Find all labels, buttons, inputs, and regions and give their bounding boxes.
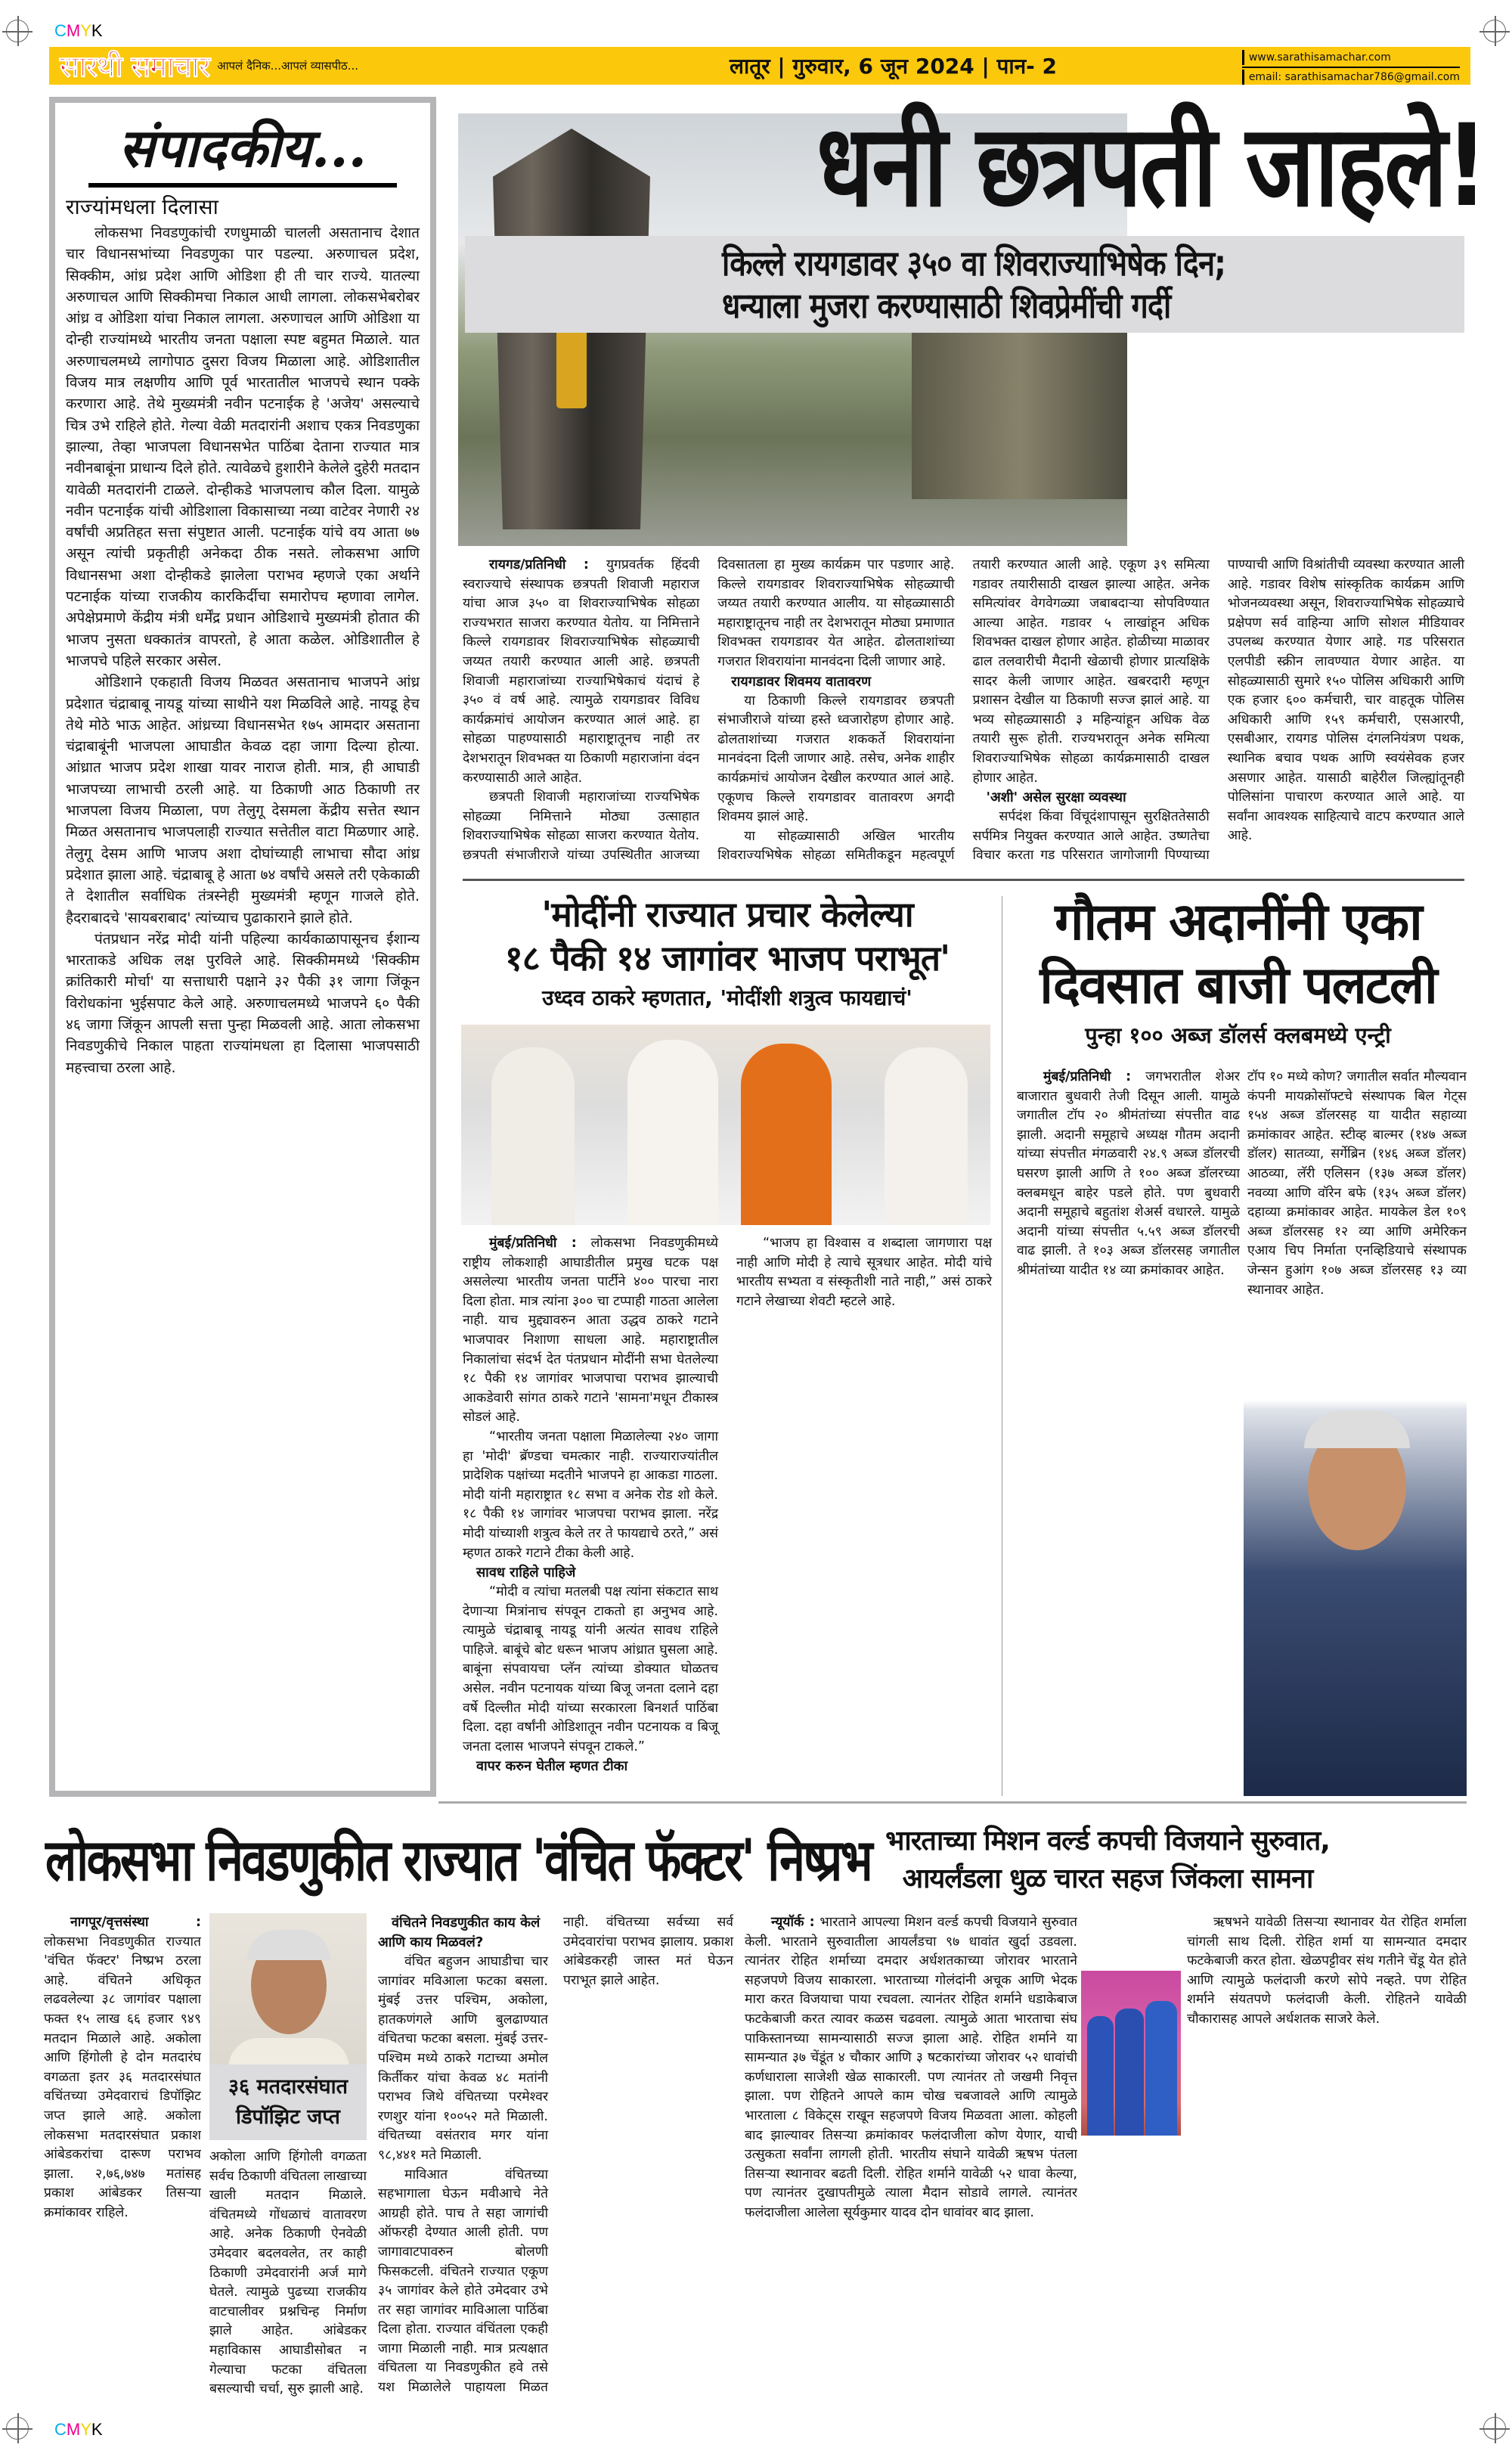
person-icon xyxy=(627,1040,718,1225)
cmyk-m: M xyxy=(66,21,81,40)
lead-paragraph: छत्रपती शिवाजी महाराजांच्या राज्यभिषेक सोहळ्या निमित्ताने मोठ्या उत्साहात शिवराज्याभिषेक सोहळा साजरा करण्यात येतोय. छत्रपती संभाजीराजे यांच्या उपस्थितीत आजच्या दिवसातला हा मुख्य कार्यक्रम पार पडणार आहे. किल्ले रायगडावर शिवराज्याभिषेक सोहळ्याची जय्यत तयारी करण्यात आलीय. या सोहळ्यासाठी महाराष्ट्रातूनच नाही तर देशभरातून मोठ्या प्रमाणात शिवभक्त रायगडावर येत आहेत. ढोलताशांच्या गजरात शिवरायांना मानवंदना दिली जाणार आहे. xyxy=(463,557,955,863)
lead-body xyxy=(463,556,1464,873)
vanchit-paragraph: वंचित बहुजन आघाडीचा चार जागांवर मविआला फटका बसला. मुंबई उत्तर पश्चिम, अकोला, हातकणंगले आणि बुलढाण्यात वंचितचा फटका बसला. मुंबई उत्तर-पश्चिम मध्ये ठाकरे गटाच्या अमोल किर्तीकर यांचा केवळ ४८ मतांनी पराभव जिथे वंचितच्या परमेश्वर रणशुर यांना १००५२ मते मिळाली. वंचितच्या वसंतराव मगर यांना ९८,४४१ मते मिळाली. xyxy=(378,1954,548,2163)
cricket-paragraph: ऋषभने यावेळी तिसऱ्या स्थानावर येत रोहित शर्माला चांगली साथ दिली. रोहित शर्मा या सामन्यात दमदार फटकेबाजी करत होता. खेळपट्टीवर संथ गतीने चेंडू येत होते आणि त्यामुळे फलंदाजी करणे सोपे नव्हते. पण रोहित शर्माने संयतपणे फलंदाजी केली. रोहितने यावेळी चौकारासह आपले अर्धशतक साजरे केले. xyxy=(1187,1915,1467,2027)
player-icon xyxy=(1145,2001,1177,2136)
masthead xyxy=(49,47,1470,85)
vanchit-paragraph: लोकसभा निवडणुकीत राज्यात 'वंचित फॅक्टर' निष्प्रभ ठरला आहे. वंचितने अधिकृत लढवलेल्या ३८ जागांवर पक्षाला फक्त १५ लाख ६६ हजार ९४९ मतदान मिळाले आहे. अकोला आणि हिंगोली हे दोन मतदारंघ वगळता इतर ३६ मतदारसंघात वचिंतच्या उमेदवाराचं डिपॉझिट जप्त झाले आहे. अकोला लोकसभा मतदारसंघात प्रकाश आंबेडकरांचा दारूण पराभव झाला. २,७६,७४७ मतांसह प्रकाश आंबेडकर तिसऱ्या क्रमांकावर राहिले. xyxy=(44,1934,201,2220)
vanchit-dateline: नागपूर/वृत्तसंस्था : xyxy=(70,1915,201,1930)
adani-dateline: मुंबई/प्रतिनिधी : xyxy=(1043,1069,1132,1084)
indian-cricket-team-photo xyxy=(1081,1971,1181,2136)
lead-paragraph: सर्पदंश किंवा विंचूदंशापासून सुरक्षिततेसाठी सर्पमित्र नियुक्त करण्यात आले आहेत. उष्णतेचा विचार करता गड परिसरात जागोजागी पिण्याच्या पाण्याची आणि विश्रांतीची व्यवस्था करण्यात आली आहे. गडावर विशेष सांस्कृतिक कार्यक्रम आणि भोजनव्यवस्था असून, शिवराज्याभिषेक सोहळ्याचे प्रक्षेपण सर्व वाहिन्या आणि सोशल मीडियावर उपलब्ध करण्यात येणार आहे. गड परिसरात एलपीडी स्क्रीन लावण्यात येणार आहेत. या सोहळ्यासाठी सुमारे १५० पोलिस अधिकारी आणि एक हजार ६०० कर्मचारी, चार वाहतूक पोलिस अधिकारी आणि १५९ कर्मचारी, एसआरपी, एसबीआर, रायगड पोलिस दंगलनियंत्रण पथक, स्थानिक बचाव पथक आणि स्वयंसेवक हजर असणार आहेत. यासाठी बाहेरील जिल्ह्यांतूनही पोलिसांना पाचारण करण्यात आले आहे. या सर्वांना आवश्यक साहित्याचे वाटप करण्यात आले आहे. xyxy=(972,557,1464,864)
hair-icon xyxy=(247,1930,330,1960)
cricket-headline-block xyxy=(745,1823,1470,1898)
lead-subhead-line2: धन्याला मुजरा करण्यासाठी शिवप्रेमींची गर्दी xyxy=(722,285,1171,326)
cmyk-m: M xyxy=(66,2420,81,2439)
modi-subhead: उध्दव ठाकरे म्हणतात, 'मोदींशी शत्रुत्व फायद्याचं' xyxy=(542,985,912,1010)
vanchit-col3 xyxy=(378,1913,733,2412)
newspaper-logo: सारथी समाचार xyxy=(60,50,210,83)
website-link[interactable]: www.sarathisamachar.com xyxy=(1242,50,1460,65)
lead-paragraph: युगप्रवर्तक हिंदवी स्वराज्याचे संस्थापक छत्रपती शिवाजी महाराज यांचा आज ३५० वा शिवराज्याभिषेक सोहळा राज्यभरात साजरा करण्यात येतोय. या निमित्ताने किल्ले रायगडावर शिवराज्याभिषेक सोहळ्याची जय्यत तयारी करण्यात आली आहे. छत्रपती शिवाजी महाराजांच्या राज्याभिषेकाचं यंदाचं हे ३५० वं वर्ष आहे. त्यामुळे रायगडावर विविध कार्यक्रमांचं आयोजन करण्यात आलं आहे. हा सोहळा पाहण्यासाठी महाराष्ट्रातूनच नाही तर देशभरातून शिवभक्त या ठिकाणी महाराजांना वंदन करण्यासाठी आले आहेत. xyxy=(463,557,700,786)
editorial-box xyxy=(49,97,436,1797)
vanchit-paragraph: अकोला आणि हिंगोली वगळता सर्वच ठिकाणी वंचितला लाखाच्या खाली मतदान मिळाले. वंचितमध्ये गोंधळाचं वातावरण आहे. अनेक ठिकाणी ऐनवेळी उमेदवार बदलवलेत, तर काही ठिकाणी उमेदवारांनी अर्ज मागे घेतले. त्यामुळे पुढच्या राजकीय वाटचालीवर प्रश्नचिन्ह निर्माण झाले आहेत. आंबेडकर महाविकास आघाडीसोबत न गेल्याचा फटका वंचितला बसल्याची चर्चा, सुरु झाली आहे. xyxy=(209,2149,367,2397)
vanchit-headline: लोकसभा निवडणुकीत राज्यात 'वंचित फॅक्टर' निष्प्रभ xyxy=(45,1826,872,1894)
registration-mark-icon xyxy=(6,20,29,42)
cricket-headline-line2: आयर्लंडला धुळ चारत सहज जिंकला सामना xyxy=(902,1863,1313,1894)
lead-subheading: रायगडावर शिवमय वातावरण xyxy=(731,673,872,690)
person-icon xyxy=(885,1047,968,1225)
adani-body-col2 xyxy=(1247,1068,1467,1298)
modi-paragraph: लोकसभा निवडणुकीमध्ये राष्ट्रीय लोकशाही आघाडीतील प्रमुख घटक पक्ष असलेल्या भारतीय जनता पार्टीने ४०० पारचा नारा दिला होता. मात्र त्यांना ३०० चा टप्पाही गाठता आलेला नाही. याच मुद्द्यावरुन आता उद्धव ठाकरे गटाने भाजपावर निशाणा साधला आहे. महाराष्ट्रातील निकालांचा संदर्भ देत पंतप्रधान मोदींनी सभा घेतलेल्या १८ पैकी १४ जागांवर भाजपाचा पराभव झाल्याची आकडेवारी सांगत ठाकरे गटाने 'सामना'मधून टीकास्त्र सोडलं आहे. xyxy=(463,1236,718,1425)
modi-paragraph: “मोदी व त्यांचा मतलबी पक्ष त्यांना संकटात साथ देणाऱ्या मित्रांनाच संपवून टाकतो हा अनुभव आहे. त्यामुळे चंद्राबाबू नायडू यांनी अत्यंत सावध राहिले पाहिजे. बाबूंचे बोट धरून भाजप आंध्रात घुसला आहे. बाबूंना संपवायचा प्लॅन त्यांच्या डोक्यात घोळतच असेल. नवीन पटनायक यांच्या बिजू जनता दलाने दहा वर्षे दिल्लीत मोदी यांच्या सरकारला बिनशर्त पाठिंबा दिला. दहा वर्षांनी ओडिशातून नवीन पटनायक व बिजू जनता दलास भाजपने संपवून टाकले.” xyxy=(463,1584,718,1754)
cricket-col2 xyxy=(1187,1913,1467,2412)
cricket-paragraph: भारताने आपल्या मिशन वर्ल्ड कपची विजयाने सुरुवात केली. भारताने सुरुवातीला आयर्लंडचा ९७ धावांत खुर्दा उडवला. त्यानंतर रोहित शर्माच्या दमदार अर्धशतकाच्या जोरावर भारताने सहजपणे विजय साकारला. भारताच्या गोलंदांनी अचूक आणि भेदक मारा करत विजयाचा पाया रचवला. त्यानंतर रोहित शर्माने धडाकेबाज फटकेबाजी करत त्यावर कळस चढवला. त्यामुळे आता भारताचा संघ पाकिस्तानच्या सामन्यासाठी सज्ज झाला आहे. रोहित शर्माने या सामन्यात ३७ चेंडूंत ४ चौकार आणि ३ षटकारांच्या जोरावर ५२ धावांची कर्णधाराला साजेशी खेळ साकारली. पण त्यानंतर तो जखमी निवृत्त झाला. पण रोहितने आपले काम चोख चबजावले आणि त्यामुळे भारताला ८ विकेट्स राखून सहजपणे विजय मिळवता आला. कोहली बाद झाल्यावर तिसऱ्या क्रमांकावर फलंदाजीला कोण येणार, याची उत्सुकता सर्वांना लागली होती. भारतीय संघाने यावेळी ऋषभ पंतला तिसऱ्या स्थानावर बढती दिली. रोहित शर्माने यावेळी ५२ धावा केल्या, पण त्यानंतर दुखापतीमुळे त्याला मैदान सोडावे लागले. त्यानंतर फलंदाजीला आलेला सूर्यकुमार यादव दोन धावांवर बाद झाला. xyxy=(745,1915,1077,2220)
cmyk-marker xyxy=(54,21,103,41)
cmyk-y: Y xyxy=(80,21,91,40)
lead-paragraph: या ठिकाणी किल्ले रायगडावर छत्रपती संभाजीराजे यांच्या हस्ते ध्वजारोहण होणार आहे. ढोलताशांच्या गजरात शककर्ते शिवरायांना मानवंदना दिली जाणार आहे. तसेच, अनेक शाहीर कार्यक्रमांचं आयोजन देखील करण्यात आलं आहे. एकूणच किल्ले रायगडावर वातावरण अगदी शिवमय झालं आहे. xyxy=(717,693,955,825)
editorial-headline: राज्यांमधला दिलासा xyxy=(66,194,218,219)
person-icon xyxy=(741,1044,832,1225)
modi-subheading: वापर करुन घेतील म्हणत टीका xyxy=(476,1758,628,1775)
hair-icon xyxy=(1304,1410,1410,1448)
cmyk-k: K xyxy=(91,21,103,40)
adani-paragraph: टॉप १० मध्ये कोण? जगातील सर्वात मौल्यवान कंपनी मायक्रोसॉफ्टचे संस्थापक बिल गेट्स १५४ अब्ज डॉलरसह या यादीत सहाव्या क्रमांकावर आहेत. स्टीव्ह बाल्मर (१४७ अब्ज डॉलर) सातव्या, सर्गेब्रिन (१४६ अब्ज डॉलर) आठव्या, लॅरी एलिसन (१३७ अब्ज डॉलर) नवव्या आणि वॉरेन बफे (१३५ अब्ज डॉलर) दहाव्या क्रमांकावर आहेत. मायकेल डेल १०९ अब्ज डॉलरसह १२ व्या आणि अमेरिकन एआय चिप निर्माता एनव्हिडियाचे संस्थापक जेन्सन हुआंग १०७ अब्ज डॉलरसह १३ व्या स्थानावर आहेत. xyxy=(1247,1069,1467,1298)
adani-headline-block xyxy=(1009,891,1467,1053)
dateline: लातूर | गुरुवार, 6 जून 2024 | पान- 2 xyxy=(730,54,1058,79)
lead-subhead-box xyxy=(465,236,1464,333)
gautam-adani-photo xyxy=(1244,1301,1467,1796)
lead-paragraph: या सोहळ्यासाठी अखिल भारतीय शिवराज्यभिषेक सोहळा समितीकडून महत्वपूर्ण तयारी करण्यात आली आहे. एकूण ३९ समित्या गडावर तयारीसाठी दाखल झाल्या आहेत. अनेक समित्यांवर वेगवेगळ्या जबाबदाऱ्या सोपविण्यात आल्या आहेत. गडावर ५ लाखांहून अधिक शिवभक्त दाखल होणार आहेत. होळीच्या माळावर ढाल तलवारीची मैदानी खेळाची होणार प्रात्यक्षिके सादर केली जाणार आहेत. खबरदारी म्हणून प्रशासन देखील या ठिकाणी सज्ज झालं आहे. या भव्य सोहळ्यासाठी ३ महिन्यांहून अधिक वेळ तयारी सुरू होती. राज्यभरातून अनेक समित्या शिवराज्याभिषेक सोहळा कार्यक्रमासाठी दाखल होणार आहेत. xyxy=(717,557,1210,864)
cricket-col1 xyxy=(745,1913,1077,2412)
editorial-paragraph: पंतप्रधान नरेंद्र मोदी यांनी पहिल्या कार्यकाळापासूनच ईशान्य भारताकडे अधिक लक्ष पुरविले आहे. सिक्कीममध्ये 'सिक्कीम क्रांतिकारी मोर्चा' या सत्ताधारी पक्षाने ३२ पैकी ३१ जागा जिंकून विरोधकांना भुईसपाट केले आहे. अरुणाचलमध्ये भाजपने ६० पैकी ४६ जागा जिंकून आपली सत्ता पुन्हा मिळवली आहे. आता लोकसभा निवडणुकीचे निकाल पाहता राज्यांमधला हा दिलासा भाजपसाठी महत्त्वाचा ठरला आहे. xyxy=(66,930,420,1076)
modi-subheading: सावध राहिले पाहिजे xyxy=(476,1565,576,1581)
vanchit-photo-caption: ३६ मतदारसंघात डिपॉझिट जप्त xyxy=(209,2064,367,2140)
cmyk-c: C xyxy=(54,21,67,40)
vanchit-col2 xyxy=(209,2148,367,2412)
modi-headline-block xyxy=(463,892,992,1015)
editorial-paragraph: लोकसभा निवडणुकांची रणधुमाळी चालली असतानाच देशात चार विधानसभांच्या निवडणुका पार पडल्या. अरुणाचल प्रदेश, सिक्कीम, आंध्र प्रदेश आणि ओडिशा ही ती चार राज्ये. यातल्या अरुणाचल आणि सिक्कीमचा निकाल आधी लागला. लोकसभेबरोबर आंध्र व ओडिशा यांचा निकाल लागला. अरुणाचल आणि ओडिशा या दोन्ही राज्यांमध्ये भारतीय जनता पक्षाला स्पष्ट बहुमत मिळाले. यात अरुणाचलमध्ये लागोपाठ दुसरा विजय मिळाला आहे. ओडिशातील विजय मात्र लक्षणीय आणि पूर्व भारतातील भाजपचे स्थान पक्के करणारा आहे. तेथे मुख्यमंत्री नवीन पटनाईक हे 'अजेय' असल्याचे चित्र उभे राहिले होते. गेल्या वेळी मतदारांनी अशाच एकत्र निवडणुका झाल्या, तेव्हा भाजपला विधानसभेत पाठिंबा देताना राज्यात मात्र नवीनबाबूंना प्राधान्य दिले होते. त्यावेळचे हुशारीने केलेले दुहेरी मतदान यावेळी मतदारांनी टाळले. दोन्हीकडे भाजपलाच कौल दिला. यामुळे नवीन पटनाईक यांची ओडिशाला विकासाच्या नव्या वाटेवर नेणारी २४ वर्षांची अप्रतिहत सत्ता संपुष्टात आली. पटनाईक यांचे वय आता ७७ असून त्यांची प्रकृतीही अनेकदा ठीक नसते. लोकसभा आणि विधानसभा अशा दोन्हीकडे झालेला पराभव म्हणजे एका अर्थाने पटनाईक यांच्या राजकीय कारकिर्दीचा समारोपच म्हणावा लागेल. अपेक्षेप्रमाणे केंद्रीय मंत्री धर्मेंद्र प्रधान ओडिशाचे मुख्यमंत्री होतात की भाजप नुसता धक्कातंत्र वापरतो, हे आता कळेल. ओडिशातील हे भाजपचे पहिले सरकार असेल. xyxy=(66,225,420,669)
vanchit-paragraph: माविआत वंचितच्या सहभागाला घेऊन मवीआचे नेते आग्रही होते. पाच ते सहा जागांची ऑफरही देण्यात आली होती. पण जागावाटपावरुन बोलणी फिसकटली. वंचितने राज्यात एकूण ३५ जागांवर केले होते उमेदवार उभे तर सहा जागांवर माविआला पाठिंबा दिला होता. राज्यात वंचिंतला एकही जागा मिळाली नाही. मात्र प्रत्यक्षात वंचितला या निवडणुकीत हवे तसे यश मिळालेले पाहायला मिळत नाही. वंचितच्या सर्वच्या सर्व उमेदवारांचा पराभव झालाय. प्रकाश आंबेडकरही जास्त मतं घेऊन पराभूत झाले आहेत. xyxy=(378,1915,733,2396)
editorial-title: संपादकीय... xyxy=(88,113,397,188)
cmyk-c: C xyxy=(54,2420,67,2439)
registration-mark-icon xyxy=(1483,20,1506,42)
divider xyxy=(438,1801,1467,1804)
lead-subhead-line1: किल्ले रायगडावर ३५० वा शिवराज्याभिषेक दिन; xyxy=(722,243,1226,284)
modi-paragraph: “भाजप हा विश्वास व शब्दाला जागणारा पक्ष नाही आणि मोदी हे त्याचे सूत्रधार आहेत. मोदी यांचे भारतीय सभ्यता व संस्कृतीशी नाते नाही,” असं ठाकरे गटाने लेखाच्या शेवटी म्हटले आहे. xyxy=(736,1236,992,1309)
adani-body-col1 xyxy=(1017,1068,1240,1798)
adani-subhead: पुन्हा १०० अब्ज डॉलर्स क्लबमध्ये एन्ट्री xyxy=(1085,1022,1391,1048)
lead-dateline: रायगड/प्रतिनिधी : xyxy=(489,557,589,572)
cmyk-k: K xyxy=(91,2420,103,2439)
modi-dateline: मुंबई/प्रतिनिधी : xyxy=(489,1236,577,1251)
cricket-dateline: न्यूयॉर्क : xyxy=(771,1915,815,1930)
modi-paragraph: “भारतीय जनता पक्षाला मिळालेल्या २४० जागा हा 'मोदी' ब्रॅण्डचा चमत्कार नाही. राज्याराज्यांतील प्रादेशिक पक्षांच्या मदतीने भाजपने हा आकडा गाठला. मोदी यांनी महाराष्ट्रात १८ सभा व अनेक रोड शो केले. १८ पैकी १४ जागांवर भाजपचा पराभव झाला. नरेंद्र मोदी यांच्याशी शत्रुत्व केले तर ते फायद्याचे ठरते,” असं म्हणत ठाकरे गटाने टीका केली आहे. xyxy=(463,1429,718,1561)
divider xyxy=(1242,67,1460,68)
adani-headline-line2: दिवसात बाजी पलटली xyxy=(1040,956,1436,1016)
contact-block xyxy=(1242,50,1460,85)
registration-mark-icon xyxy=(1483,2417,1506,2440)
vanchit-subheading: वंचितने निवडणुकीत काय केलं आणि काय मिळवलं? xyxy=(378,1915,541,1950)
modi-headline-line2: १८ पैकी १४ जागांवर भाजप पराभूत' xyxy=(504,938,950,979)
cricket-headline-line1: भारताच्या मिशन वर्ल्ड कपची विजयाने सुरुवात, xyxy=(885,1826,1330,1857)
editorial-paragraph: ओडिशाने एकहाती विजय मिळवत असतानाच भाजपने आंध्र प्रदेशात चंद्राबाबू नायडू यांच्या साथीने यश मिळविले आहे. नायडू हेच तेथे मोठे भाऊ आहेत. आंध्रच्या विधानसभेत १७५ आमदार असताना चंद्राबाबूंनी भाजपला आघाडीत केवळ दहा जागा दिल्या होत्या. आंध्रात भाजप प्रदेश शाखा यावर नाराज होती. मात्र, ही आघाडी भाजपच्या लाभाची ठरली आहे. या ठिकाणी आठ ठिकाणी तर भाजपला विजय मिळाला, पण तेलुगू देसमला केंद्रीय सत्तेत स्थान मिळत असतानाच भाजपलाही राज्यात सत्तेतील वाटा मिळणार आहे. तेलुगू देसम आणि भाजप अशा दोघांच्याही लाभाचा सौदा आंध्र प्रदेशात झाला आहे. चंद्राबाबू हे आता ७४ वर्षांचे असले तरी एकेकाळी ते देशातील सर्वाधिक तंत्रस्नेही मुख्यमंत्री म्हणून गाजले होते. हैदराबादचे 'सायबराबाद' त्यांच्याच पुढाकाराने झाले होते. xyxy=(66,674,420,926)
cmyk-y: Y xyxy=(80,2420,91,2439)
adani-headline-line1: गौतम अदानींनी एका xyxy=(1055,892,1421,952)
lead-subheading: 'अशी' असेल सुरक्षा व्यवस्था xyxy=(986,789,1126,806)
modi-fadnavis-photo xyxy=(461,1025,990,1225)
modi-headline-line1: 'मोदींनी राज्यात प्रचार केलेल्या xyxy=(541,894,913,935)
divider xyxy=(463,879,1464,881)
cmyk-marker-footer xyxy=(54,2420,103,2440)
registration-mark-icon xyxy=(6,2417,29,2440)
person-icon xyxy=(491,1047,575,1225)
player-icon xyxy=(1087,2016,1114,2136)
modi-body xyxy=(463,1234,992,1798)
vanchit-col1 xyxy=(44,1913,201,2412)
email-link[interactable]: email: sarathisamachar786@gmail.com xyxy=(1242,70,1460,85)
player-icon xyxy=(1115,2009,1144,2136)
lead-headline: धनी छत्रपती जाहले! xyxy=(816,101,1486,232)
tagline: आपलं दैनिक...आपलं व्यासपीठ... xyxy=(217,59,359,73)
adani-paragraph: जगभरातील शेअर बाजारात बुधवारी तेजी दिसून आली. यामुळे जगातील टॉप २० श्रीमंतांच्या संपत्तीत वाढ झाली. अदानी समूहाचे अध्यक्ष गौतम अदानी यांच्या संपत्तीत मंगळवारी २४.९ अब्ज डॉलरची घसरण झाली आणि ते १०० अब्ज डॉलरच्या क्लबमधून बाहेर पडले होते. पण बुधवारी अदानी समूहाचे बहुतांश शेअर्स वधारले. यामुळे अदानी यांच्या संपत्तीत ५.५९ अब्ज डॉलरची वाढ झाली. ते १०३ अब्ज डॉलरसह जगातील श्रीमंतांच्या यादीत १४ व्या क्रमांकावर आहेत. xyxy=(1017,1069,1240,1278)
